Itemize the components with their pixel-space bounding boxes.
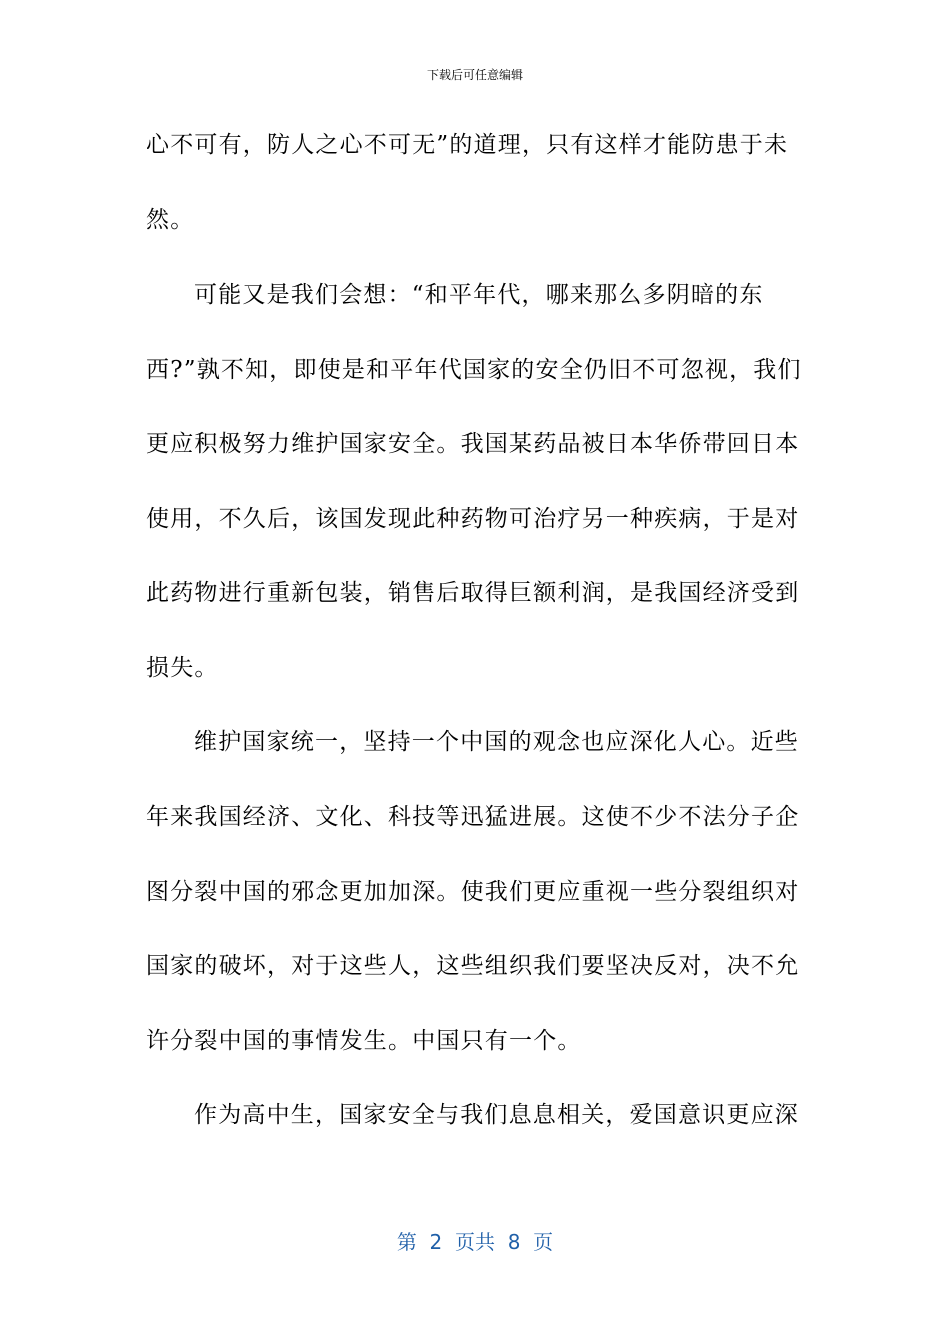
body-line: 更应积极努力维护国家安全。我国某药品被日本华侨带回日本: [146, 431, 800, 457]
paragraph-first-line: 作为高中生，国家安全与我们息息相关，爱国意识更应深: [194, 1102, 799, 1128]
page-number-footer: 第 2 页共 8 页: [396, 1230, 554, 1254]
body-line: 使用，不久后，该国发现此种药物可治疗另一种疾病，于是对: [146, 506, 800, 532]
body-line: 国家的破坏，对于这些人，这些组织我们要坚决反对，决不允: [146, 953, 800, 979]
body-line: 许分裂中国的事情发生。中国只有一个。: [146, 1028, 582, 1054]
body-line: 图分裂中国的邪念更加加深。使我们更应重视一些分裂组织对: [146, 879, 800, 905]
paragraph-first-line: 维护国家统一，坚持一个中国的观念也应深化人心。近些: [194, 729, 799, 755]
body-line: 心不可有，防人之心不可无”的道理，只有这样才能防患于未: [146, 132, 789, 158]
paragraph-first-line: 可能又是我们会想：“和平年代，哪来那么多阴暗的东: [194, 282, 764, 308]
body-line: 此药物进行重新包装，销售后取得巨额利润，是我国经济受到: [146, 580, 800, 606]
body-line: 然。: [146, 207, 195, 233]
header-note: 下载后可任意编辑: [426, 68, 523, 82]
body-line: 年来我国经济、文化、科技等迅猛进展。这使不少不法分子企: [146, 804, 800, 830]
body-line: 损失。: [146, 655, 219, 681]
body-line: 西?”孰不知，即使是和平年代国家的安全仍旧不可忽视，我们: [146, 357, 802, 383]
